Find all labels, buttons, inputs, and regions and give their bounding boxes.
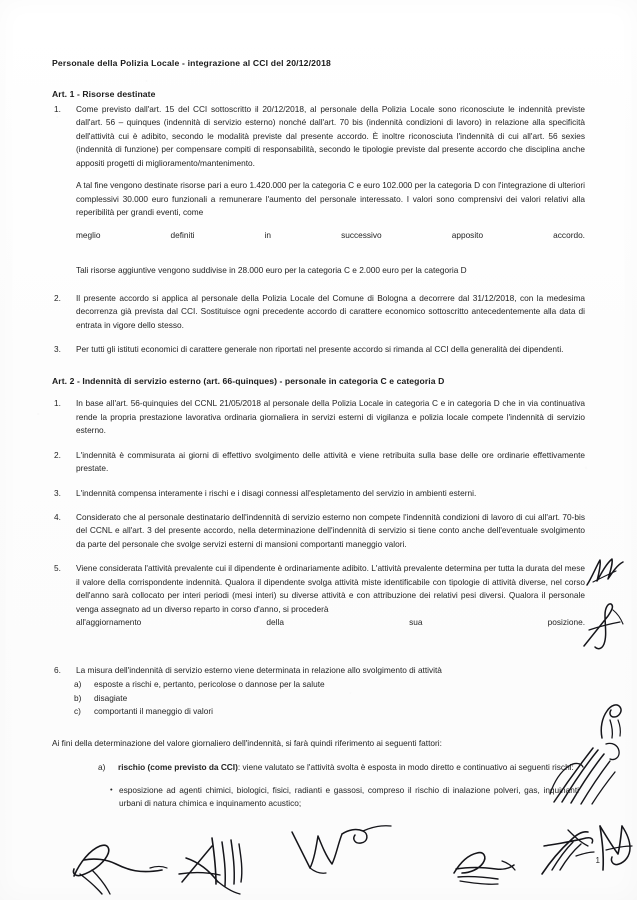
article-2-item-3 <box>52 487 585 500</box>
article-1-item-1-continuation-2: Tali risorse aggiuntive vengono suddivise in 28.000 euro per la categoria C e 2.000 euro per la categoria D <box>76 265 467 276</box>
list-text: L'indennità compensa interamente i rischi e i disagi connessi all'espletamento del servizio in ambienti esterni. <box>76 487 477 498</box>
article-2-closing-paragraph: Ai fini della determinazione del valore giornaliero dell'indennità, si farà quindi riferimento ai seguenti fattori: <box>52 737 442 748</box>
article-2-heading: Art. 2 - Indennità di servizio esterno (art. 66-quinques) - personale in categoria C e categoria D <box>52 375 445 386</box>
bottom-signature-6 <box>592 820 636 878</box>
article-1-item-3 <box>52 343 585 356</box>
list-marker: 2. <box>54 292 61 303</box>
list-text: L'indennità è commisurata ai giorni di effettivo svolgimento delle attività e viene retribuita sulla base delle ore ordinarie effettivamente prestate. <box>76 449 585 474</box>
article-1-item-1-spread-line: meglio definiti in successivo apposito accordo. <box>76 229 585 240</box>
margin-signature-mark-3 <box>588 690 634 742</box>
factor-text <box>118 761 585 774</box>
sublist-text: esposte a rischi e, pertanto, pericolose o dannose per la salute <box>94 679 325 690</box>
bottom-signature-4 <box>448 845 518 891</box>
bullet-text: esposizione ad agenti chimici, biologici, fisici, radianti e gassosi, compreso il rischio di inalazione polveri, gas, inquinanti urbani di natura chimica e inquinamento acustico; <box>119 784 579 808</box>
factor-a <box>52 761 585 774</box>
factor-bold-lead: rischio (come previsto da CCI) <box>118 762 238 773</box>
list-text: La misura dell'indennità di servizio esterno viene determinata in relazione allo svolgimento di attività <box>76 664 442 675</box>
factor-rest: : viene valutato se l'attività svolta è esposta in modo diretto e continuativo ai seguenti rischi: <box>237 762 574 773</box>
sublist-text: comportanti il maneggio di valori <box>94 706 213 717</box>
article-1-heading: Art. 1 - Risorse destinate <box>52 89 156 100</box>
article-2-item-5 <box>52 562 585 616</box>
article-2-item-4 <box>52 511 585 551</box>
document-body <box>52 58 585 848</box>
sublist-marker: c) <box>74 706 81 717</box>
margin-signature-mark-1 <box>583 555 629 595</box>
article-1-item-2 <box>52 292 585 332</box>
list-text: Come previsto dall'art. 15 del CCI sottoscritto il 20/12/2018, al personale della Polizia Locale sono riconosciute le indennità previste dall'art. 56 – quinques (indennità di servizio esterno) nonché dall'art. 70 bis (indennità condizioni di lavoro) in relazione alla specificità dell'attività cui è adibito, secondo le modalità previste dal presente accordo. È inoltre riconosciuta l'indennità di cui all'art. 56 sexies (indennità di funzione) per compensare compiti di responsabilità, secondo le tipologie previste dal presente accordo che disciplina anche appositi progetti di miglioramento/mantenimento. <box>76 104 585 168</box>
page-title: Personale della Polizia Locale - integrazione al CCI del 20/12/2018 <box>52 58 331 68</box>
article-1-item-1-continuation: A tal fine vengono destinate risorse pari a euro 1.420.000 per la categoria C e euro 102.000 per la categoria D con l'integrazione di ulteriori complessivi 30.000 euro funzionali a remunerare l'aumento del personale interessato. I valori sono comprensivi dei valori relativi alla reperibilità per grandi eventi, come <box>76 180 585 218</box>
article-2-item-1 <box>52 397 585 437</box>
list-text: Considerato che al personale destinatario dell'indennità di servizio esterno non compete l'indennità condizioni di lavoro di cui all'art. 70-bis del CCNL e all'art. 3 del presente accordo, nella determinazione dell'indennità di servizio si tiene conto anche dell'eventuale svolgimento da parte del personale che svolge servizi esterni di mansioni comportanti maneggio valori. <box>76 511 585 549</box>
article-2-item-6-sublist <box>52 678 585 718</box>
list-marker: 2. <box>54 449 61 460</box>
factor-marker: a) <box>98 762 106 773</box>
list-item <box>52 692 585 705</box>
article-2-item-2 <box>52 449 585 476</box>
factor-a-bullet-1 <box>52 784 585 811</box>
list-text: Per tutti gli istituti economici di carattere generale non riportati nel presente accordo si rimanda al CCI della generalità dei dipendenti. <box>76 344 564 355</box>
list-item <box>52 678 585 691</box>
page-number: 1 <box>595 856 600 865</box>
article-2-item-5-spread-line: all'aggiornamento della sua posizione. <box>76 617 585 628</box>
list-text: Il presente accordo si applica al personale della Polizia Locale del Comune di Bologna a decorrere dal 31/12/2018, con la medesima decorrenza già prevista dal CCI. Sostituisce ogni precedente accordo di carattere economico sottoscritto antecedentemente alla data di entrata in vigore dello stesso. <box>76 292 585 330</box>
bullet-icon: • <box>110 784 113 794</box>
list-item <box>52 705 585 718</box>
sublist-marker: b) <box>74 692 82 703</box>
list-marker: 6. <box>54 664 61 675</box>
list-marker: 1. <box>54 104 61 115</box>
bottom-signature-1 <box>66 840 170 896</box>
article-1-item-1 <box>52 103 585 170</box>
list-marker: 5. <box>54 563 61 574</box>
list-marker: 1. <box>54 398 61 409</box>
list-marker: 3. <box>54 344 61 355</box>
list-marker: 3. <box>54 487 61 498</box>
list-text: In base all'art. 56-quinquies del CCNL 21/05/2018 al personale della Polizia Locale in categoria C e in categoria D che in via continuativa rende la propria prestazione lavorativa ordinaria giornaliera in servizi esterni di vigilanza e polizia locale compete l'indennità di servizio esterno. <box>76 398 585 436</box>
sublist-text: disagiate <box>94 692 128 703</box>
article-2-item-6 <box>52 664 585 677</box>
list-text: Viene considerata l'attività prevalente cui il dipendente è ordinariamente adibito. L'attività prevalente determina per tutta la durata del mese il valore della corrispondente indennità. Qualora il dipendente svolga attività miste identificabile con tipologie di attività diverse, nel corso dell'anno sarà collocato per interi periodi (mesi interi) su diverse attività e con attribuzione dei relativi pesi diversi. Qualora il personale venga assegnato ad un diverso reparto in corso d'anno, si procederà <box>76 563 585 614</box>
list-marker: 4. <box>54 511 61 522</box>
margin-signature-mark-2 <box>578 600 628 652</box>
sublist-marker: a) <box>74 679 82 690</box>
